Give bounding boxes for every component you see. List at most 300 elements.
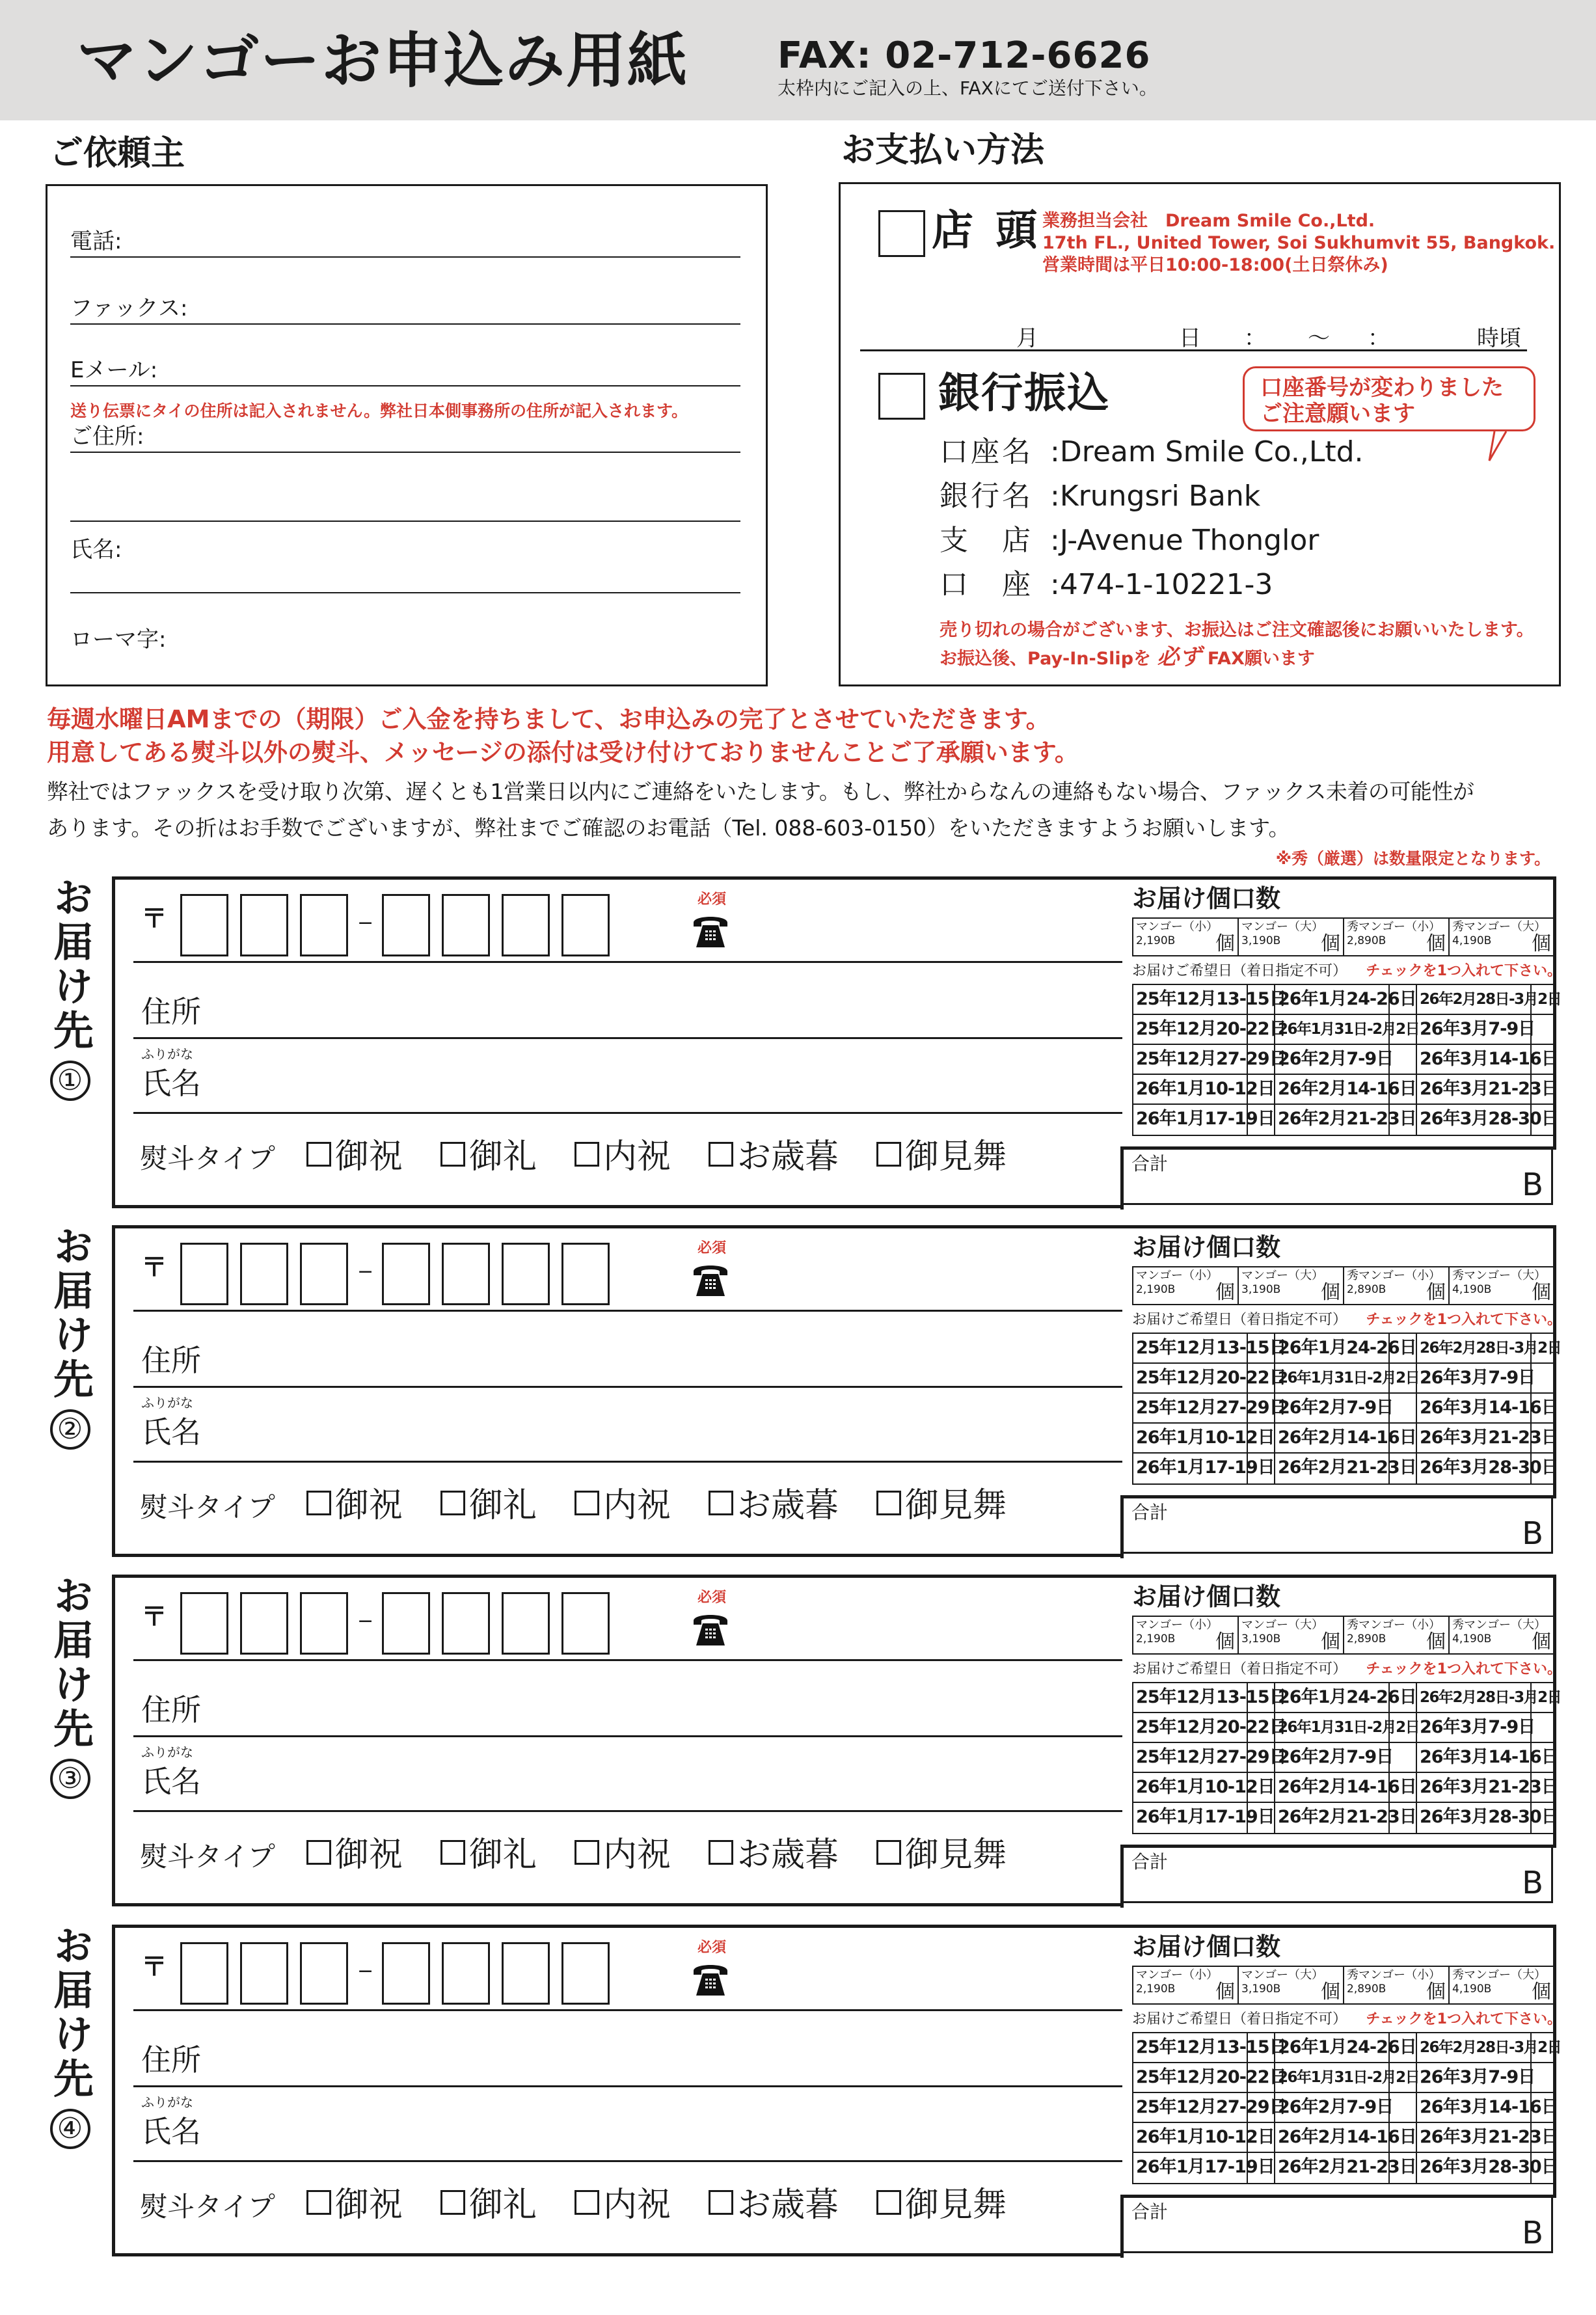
product-quantity-cell[interactable] [1239, 919, 1344, 955]
payment-note-1: 売り切れの場合がございます、お振込はご注文確認後にお願いいたします。 [940, 620, 1534, 640]
product-price: 3,190B [1241, 1283, 1281, 1296]
postal-code-digit-2[interactable] [240, 1942, 288, 2005]
delivery-date-option: 26年3月28-30日 [1417, 2153, 1532, 2183]
romaji-field[interactable] [178, 609, 718, 661]
delivery-date-checkbox[interactable] [1390, 2123, 1417, 2153]
delivery-date-checkbox[interactable] [1390, 1713, 1417, 1743]
total-box[interactable] [1120, 2195, 1553, 2253]
delivery-date-instruction: チェックを1つ入れて下さい。 [1366, 1312, 1562, 1328]
delivery-date-checkbox[interactable] [1390, 1364, 1417, 1394]
delivery-date-checkbox[interactable] [1390, 2063, 1417, 2093]
delivery-date-checkbox[interactable] [1532, 985, 1556, 1015]
noshi-checkbox[interactable] [306, 1840, 331, 1865]
postal-mark-icon: 〒 [141, 1252, 167, 1282]
noshi-option-3[interactable] [575, 1835, 671, 1875]
noshi-checkbox[interactable] [575, 1142, 599, 1167]
delivery-date-checkbox[interactable] [1390, 1683, 1417, 1713]
postal-code-digit-5[interactable] [442, 1942, 490, 2005]
noshi-option-label: お歳暮 [737, 2186, 839, 2225]
notice-contact-2: あります。その折はお手数でございますが、弊社までご確認のお電話（Tel. 088-603-0150）をいただきますようお願いします。 [47, 815, 1290, 841]
delivery-date-option: 26年2月21-23日 [1275, 1803, 1390, 1833]
delivery-date-option: 26年3月7-9日 [1417, 1015, 1532, 1045]
name-underline [133, 1461, 1122, 1463]
delivery-date-checkbox[interactable] [1248, 1424, 1275, 1454]
name-label: 氏名 [141, 1066, 201, 1101]
product-quantity-cell[interactable] [1450, 919, 1554, 955]
fax-number: FAX: 02-712-6626 [778, 34, 1151, 77]
noshi-option-1[interactable] [306, 1835, 403, 1875]
noshi-option-label: お歳暮 [737, 1486, 839, 1525]
furigana-label: ふりがな [141, 1395, 193, 1411]
noshi-option-4[interactable] [709, 2186, 839, 2225]
time-colon-2: ： [1368, 325, 1390, 351]
postal-code-digit-6[interactable] [502, 1942, 550, 2005]
noshi-option-label: 御見舞 [904, 1137, 1007, 1176]
delivery-date-option: 25年12月20-22日 [1133, 1364, 1248, 1394]
delivery-date-option: 26年3月21-23日 [1417, 2123, 1532, 2153]
total-currency-unit: B [1522, 1515, 1543, 1552]
delivery-date-checkbox[interactable] [1248, 2093, 1275, 2123]
delivery-date-option: 25年12月13-15日 [1133, 985, 1248, 1015]
total-label: 合計 [1131, 1502, 1169, 1523]
delivery-date-option: 26年1月24-26日 [1275, 1334, 1390, 1364]
postal-dash: − [357, 1610, 374, 1632]
delivery-date-checkbox[interactable] [1532, 1394, 1556, 1424]
notice-contact-1: 弊社ではファックスを受け取り次第、遅くとも1営業日以内にご連絡をいたします。もし、弊社からなんの連絡もない場合、ファックス未着の可能性が [47, 779, 1474, 804]
bank-transfer-label: 銀行振込 [938, 370, 1110, 418]
payment-box [839, 182, 1561, 686]
noshi-checkbox[interactable] [876, 1142, 901, 1167]
store-info [1042, 210, 1555, 277]
delivery-date-checkbox[interactable] [1248, 2033, 1275, 2063]
postal-code-digit-3[interactable] [300, 1942, 348, 2005]
postal-code-digit-7[interactable] [561, 1592, 610, 1655]
postal-code-digit-6[interactable] [502, 1592, 550, 1655]
delivery-date-checkbox[interactable] [1248, 1015, 1275, 1045]
delivery-date-checkbox[interactable] [1532, 1015, 1556, 1045]
noshi-type-row [140, 1137, 1044, 1176]
email-label: Eメール: [70, 357, 158, 383]
noshi-option-label: 御礼 [468, 2186, 537, 2225]
product-name: 秀マンゴー（大） [1452, 1968, 1546, 1982]
delivery-date-checkbox[interactable] [1532, 1683, 1556, 1713]
product-unit: 個 [1532, 932, 1551, 955]
quantity-title: お届け個口数 [1132, 1582, 1281, 1611]
delivery-date-checkbox[interactable] [1390, 1015, 1417, 1045]
product-price: 3,190B [1241, 1632, 1281, 1645]
product-unit: 個 [1426, 1631, 1446, 1653]
delivery-date-option: 26年2月14-16日 [1275, 1773, 1390, 1803]
delivery-date-option: 26年2月7-9日 [1275, 1045, 1390, 1075]
noshi-checkbox[interactable] [709, 1491, 733, 1515]
postal-mark-icon: 〒 [141, 1602, 167, 1632]
address-note: 送り伝票にタイの住所は記入されません。弊社日本側事務所の住所が記入されます。 [70, 401, 688, 420]
delivery-date-option: 26年2月28日-3月2日 [1417, 1683, 1532, 1713]
product-quantity-cell[interactable] [1133, 1967, 1239, 2003]
postal-code-digit-6[interactable] [502, 894, 550, 956]
delivery-date-checkbox[interactable] [1248, 1075, 1275, 1105]
delivery-date-option: 26年3月21-23日 [1417, 1075, 1532, 1105]
delivery-date-option: 26年1月17-19日 [1133, 2153, 1248, 2183]
postal-code-digit-1[interactable] [180, 1243, 228, 1305]
delivery-date-option: 25年12月27-29日 [1133, 2093, 1248, 2123]
delivery-date-checkbox[interactable] [1532, 1045, 1556, 1075]
delivery-date-option: 25年12月20-22日 [1133, 2063, 1248, 2093]
postal-code-digit-2[interactable] [240, 1243, 288, 1305]
phone-field[interactable] [70, 225, 740, 258]
product-unit: 個 [1321, 932, 1340, 955]
product-price: 2,190B [1136, 934, 1176, 947]
delivery-date-checkbox[interactable] [1248, 1045, 1275, 1075]
delivery-date-checkbox[interactable] [1390, 1045, 1417, 1075]
phone-icon [691, 1962, 730, 1998]
noshi-option-2[interactable] [440, 2186, 537, 2225]
total-currency-unit: B [1522, 2215, 1543, 2251]
phone-label: 電話: [70, 228, 122, 254]
delivery-date-option: 26年3月7-9日 [1417, 1364, 1532, 1394]
noshi-option-label: 内祝 [602, 1486, 671, 1525]
delivery-date-checkbox[interactable] [1390, 1424, 1417, 1454]
noshi-option-4[interactable] [709, 1137, 839, 1176]
postal-underline [133, 1310, 1122, 1312]
delivery-section-4 [0, 1925, 1596, 2276]
product-name: 秀マンゴー（大） [1452, 920, 1546, 934]
postal-code-digit-3[interactable] [300, 1592, 348, 1655]
noshi-option-4[interactable] [709, 1486, 839, 1525]
name-underline [133, 1810, 1122, 1812]
delivery-date-option: 26年1月10-12日 [1133, 1773, 1248, 1803]
product-price: 2,190B [1136, 1632, 1176, 1645]
noshi-option-3[interactable] [575, 1137, 671, 1176]
delivery-address-box [112, 1225, 1124, 1557]
noshi-checkbox[interactable] [440, 1491, 465, 1515]
notice-payment-deadline: 毎週水曜日AMまでの（期限）ご入金を持ちまして、お申込みの完了とさせていただきます。 [47, 705, 1050, 733]
delivery-date-option: 26年3月28-30日 [1417, 1803, 1532, 1833]
delivery-date-checkbox[interactable] [1532, 1424, 1556, 1454]
name-input[interactable] [213, 2091, 1111, 2156]
product-unit: 個 [1321, 1281, 1340, 1304]
total-box[interactable] [1120, 1146, 1553, 1205]
delivery-date-checkbox[interactable] [1532, 1454, 1556, 1483]
delivery-date-option: 26年2月21-23日 [1275, 1105, 1390, 1135]
delivery-date-option: 26年2月14-16日 [1275, 2123, 1390, 2153]
total-box[interactable] [1120, 1845, 1553, 1903]
delivery-date-option: 26年2月28日-3月2日 [1417, 985, 1532, 1015]
delivery-date-checkbox[interactable] [1390, 2033, 1417, 2063]
delivery-date-checkbox[interactable] [1248, 1773, 1275, 1803]
total-label: 合計 [1131, 2201, 1169, 2223]
product-price: 4,190B [1452, 1983, 1492, 1996]
address-field[interactable] [70, 420, 740, 453]
delivery-date-checkbox[interactable] [1532, 1743, 1556, 1773]
delivery-date-checkbox[interactable] [1248, 1803, 1275, 1833]
postal-code-digit-4[interactable] [382, 1942, 430, 2005]
page-title: マンゴーお申込み用紙 [77, 26, 689, 96]
header-bar [0, 0, 1596, 120]
delivery-date-heading [1132, 1313, 1562, 1327]
delivery-date-checkbox[interactable] [1532, 1773, 1556, 1803]
product-name: マンゴー（大） [1241, 1269, 1323, 1282]
delivery-date-option: 25年12月13-15日 [1133, 1334, 1248, 1364]
postal-code-digit-7[interactable] [561, 1243, 610, 1305]
product-quantity-cell[interactable] [1344, 1617, 1450, 1653]
noshi-checkbox[interactable] [306, 2190, 331, 2215]
postal-code-digit-1[interactable] [180, 1592, 228, 1655]
delivery-date-checkbox[interactable] [1532, 2063, 1556, 2093]
name-label: 氏名: [70, 537, 122, 563]
delivery-date-checkbox[interactable] [1248, 1683, 1275, 1713]
product-quantity-cell[interactable] [1344, 1267, 1450, 1304]
delivery-date-option: 26年1月31日-2月2日 [1275, 1364, 1390, 1394]
address-input[interactable] [213, 2019, 1111, 2078]
postal-code-digit-7[interactable] [561, 1942, 610, 2005]
furigana-label: ふりがな [141, 1046, 193, 1062]
delivery-number: ① [50, 1061, 90, 1101]
noshi-checkbox[interactable] [575, 2190, 599, 2215]
postal-code-digit-5[interactable] [442, 1592, 490, 1655]
delivery-date-option: 26年3月14-16日 [1417, 1743, 1532, 1773]
delivery-address-box [112, 1575, 1124, 1906]
product-quantity-cell[interactable] [1450, 1267, 1554, 1304]
required-label: 必須 [697, 891, 727, 908]
delivery-date-checkbox[interactable] [1390, 1773, 1417, 1803]
product-price: 4,190B [1452, 1632, 1492, 1645]
product-quantity-cell[interactable] [1344, 919, 1450, 955]
delivery-date-checkbox[interactable] [1532, 2093, 1556, 2123]
product-quantity-cell[interactable] [1239, 1267, 1344, 1304]
delivery-date-checkbox[interactable] [1248, 2123, 1275, 2153]
delivery-date-checkbox[interactable] [1532, 1105, 1556, 1135]
noshi-option-1[interactable] [306, 1486, 403, 1525]
noshi-option-1[interactable] [306, 1137, 403, 1176]
postal-code-digit-4[interactable] [382, 1243, 430, 1305]
delivery-date-checkbox[interactable] [1390, 1803, 1417, 1833]
product-quantity-cell[interactable] [1239, 1967, 1344, 2003]
name-input[interactable] [213, 1740, 1111, 1806]
noshi-type-label: 熨斗タイプ [140, 1491, 275, 1523]
delivery-date-checkbox[interactable] [1532, 2033, 1556, 2063]
noshi-option-2[interactable] [440, 1137, 537, 1176]
time-day-label: 日 [1179, 325, 1201, 351]
noshi-checkbox[interactable] [709, 1840, 733, 1865]
delivery-date-checkbox[interactable] [1532, 1075, 1556, 1105]
noshi-checkbox[interactable] [306, 1142, 331, 1167]
noshi-checkbox[interactable] [709, 2190, 733, 2215]
delivery-date-checkbox[interactable] [1248, 1364, 1275, 1394]
product-quantity-cell[interactable] [1450, 1967, 1554, 2003]
product-unit: 個 [1426, 932, 1446, 955]
delivery-address-box [112, 1925, 1124, 2256]
noshi-option-5[interactable] [876, 1486, 1007, 1525]
noshi-option-2[interactable] [440, 1835, 537, 1875]
product-name: 秀マンゴー（大） [1452, 1269, 1546, 1282]
noshi-option-label: 御見舞 [904, 2186, 1007, 2225]
delivery-date-checkbox[interactable] [1390, 1334, 1417, 1364]
email-field[interactable] [70, 349, 740, 386]
postal-code-digit-4[interactable] [382, 894, 430, 956]
product-name: マンゴー（小） [1136, 1269, 1218, 1282]
delivery-date-option: 26年1月17-19日 [1133, 1105, 1248, 1135]
delivery-date-checkbox[interactable] [1248, 1105, 1275, 1135]
postal-code-digit-5[interactable] [442, 894, 490, 956]
delivery-date-checkbox[interactable] [1248, 1713, 1275, 1743]
delivery-date-checkbox[interactable] [1248, 1454, 1275, 1483]
noshi-checkbox[interactable] [440, 1840, 465, 1865]
postal-code-digit-1[interactable] [180, 894, 228, 956]
noshi-option-2[interactable] [440, 1486, 537, 1525]
delivery-date-checkbox[interactable] [1248, 2153, 1275, 2183]
required-label: 必須 [697, 1240, 727, 1256]
delivery-date-checkbox[interactable] [1390, 985, 1417, 1015]
noshi-option-4[interactable] [709, 1835, 839, 1875]
noshi-checkbox[interactable] [876, 1491, 901, 1515]
postal-code-digit-1[interactable] [180, 1942, 228, 2005]
postal-code-digit-3[interactable] [300, 1243, 348, 1305]
delivery-label-text: お届け先 [46, 876, 94, 1053]
delivery-date-checkbox[interactable] [1248, 2063, 1275, 2093]
fax-field[interactable] [70, 287, 740, 325]
delivery-label-text: お届け先 [46, 1225, 94, 1402]
noshi-option-3[interactable] [575, 1486, 671, 1525]
store-visit-time-field[interactable] [860, 318, 1527, 351]
delivery-vertical-label [46, 1925, 94, 2149]
noshi-option-label: 御祝 [334, 1486, 403, 1525]
postal-code-digit-5[interactable] [442, 1243, 490, 1305]
delivery-number: ④ [50, 2109, 90, 2149]
product-unit: 個 [1532, 1281, 1551, 1304]
delivery-date-grid [1132, 1333, 1562, 1485]
noshi-option-3[interactable] [575, 2186, 671, 2225]
noshi-option-5[interactable] [876, 1835, 1007, 1875]
delivery-date-option: 26年2月7-9日 [1275, 1394, 1390, 1424]
delivery-date-checkbox[interactable] [1248, 1334, 1275, 1364]
delivery-date-option: 26年2月28日-3月2日 [1417, 1334, 1532, 1364]
delivery-date-option: 25年12月13-15日 [1133, 1683, 1248, 1713]
product-unit: 個 [1426, 1981, 1446, 2003]
name-input[interactable] [213, 1391, 1111, 1456]
postal-dash: − [357, 1260, 374, 1283]
product-price: 2,190B [1136, 1983, 1176, 1996]
product-quantity-cell[interactable] [1450, 1617, 1554, 1653]
delivery-date-checkbox[interactable] [1390, 2153, 1417, 2183]
noshi-checkbox[interactable] [440, 2190, 465, 2215]
postal-code-digit-3[interactable] [300, 894, 348, 956]
delivery-date-checkbox[interactable] [1390, 1743, 1417, 1773]
address-label: 住所 [141, 994, 201, 1029]
name-input[interactable] [213, 1042, 1111, 1107]
store-payment-checkbox[interactable] [878, 210, 925, 257]
delivery-date-option: 25年12月27-29日 [1133, 1045, 1248, 1075]
delivery-date-checkbox[interactable] [1390, 1075, 1417, 1105]
delivery-date-option: 26年3月28-30日 [1417, 1454, 1532, 1483]
noshi-checkbox[interactable] [575, 1840, 599, 1865]
bank-row-account-name: 口座名 :Dream Smile Co.,Ltd. [940, 435, 1364, 468]
address-input[interactable] [213, 1669, 1111, 1727]
product-unit: 個 [1426, 1281, 1446, 1304]
name-field[interactable] [70, 522, 740, 593]
address-underline [133, 1386, 1122, 1388]
delivery-date-option: 26年3月28-30日 [1417, 1105, 1532, 1135]
delivery-section-1 [0, 876, 1596, 1228]
delivery-date-option: 26年1月24-26日 [1275, 1683, 1390, 1713]
address-input[interactable] [213, 971, 1111, 1029]
address-label: 住所 [141, 1343, 201, 1378]
product-quantity-cell[interactable] [1133, 919, 1239, 955]
delivery-date-checkbox[interactable] [1532, 2153, 1556, 2183]
bank-transfer-checkbox[interactable] [878, 373, 925, 420]
quantity-title: お届け個口数 [1132, 1932, 1281, 1961]
noshi-option-5[interactable] [876, 1137, 1007, 1176]
delivery-quantity-panel [1120, 876, 1562, 1150]
product-quantity-cell[interactable] [1133, 1617, 1239, 1653]
noshi-checkbox[interactable] [440, 1142, 465, 1167]
must-emphasis: 必ず [1157, 644, 1202, 670]
total-label: 合計 [1131, 1153, 1169, 1174]
postal-code-digit-2[interactable] [240, 1592, 288, 1655]
delivery-date-checkbox[interactable] [1390, 1394, 1417, 1424]
delivery-date-option: 26年1月24-26日 [1275, 985, 1390, 1015]
delivery-date-checkbox[interactable] [1390, 2093, 1417, 2123]
product-quantity-cell[interactable] [1239, 1617, 1344, 1653]
delivery-date-checkbox[interactable] [1248, 985, 1275, 1015]
noshi-checkbox[interactable] [709, 1142, 733, 1167]
product-name: 秀マンゴー（小） [1347, 1968, 1440, 1982]
delivery-date-checkbox[interactable] [1532, 1364, 1556, 1394]
product-quantity-cell[interactable] [1344, 1967, 1450, 2003]
furigana-label: ふりがな [141, 2094, 193, 2110]
noshi-option-label: 御見舞 [904, 1486, 1007, 1525]
total-box[interactable] [1120, 1495, 1553, 1554]
delivery-date-checkbox[interactable] [1532, 1713, 1556, 1743]
product-price: 4,190B [1452, 1283, 1492, 1296]
noshi-option-1[interactable] [306, 2186, 403, 2225]
noshi-checkbox[interactable] [306, 1491, 331, 1515]
postal-code-digit-4[interactable] [382, 1592, 430, 1655]
delivery-date-option: 26年1月31日-2月2日 [1275, 1713, 1390, 1743]
delivery-date-checkbox[interactable] [1390, 1105, 1417, 1135]
fax-instruction: 太枠内にご記入の上、FAXにてご送付下さい。 [778, 77, 1157, 99]
product-unit: 個 [1532, 1631, 1551, 1653]
product-quantity-cell[interactable] [1133, 1267, 1239, 1304]
delivery-date-checkbox[interactable] [1532, 1803, 1556, 1833]
delivery-date-instruction: チェックを1つ入れて下さい。 [1366, 963, 1562, 979]
postal-mark-icon: 〒 [141, 1952, 167, 1982]
payment-heading: お支払い方法 [841, 131, 1045, 170]
noshi-type-row [140, 2186, 1044, 2225]
noshi-option-5[interactable] [876, 2186, 1007, 2225]
delivery-date-option: 26年2月14-16日 [1275, 1075, 1390, 1105]
bubble-line-2: ご注意願います [1260, 401, 1415, 427]
noshi-checkbox[interactable] [876, 1840, 901, 1865]
address-field-line2[interactable] [70, 453, 740, 522]
delivery-date-checkbox[interactable] [1390, 1454, 1417, 1483]
delivery-date-checkbox[interactable] [1532, 2123, 1556, 2153]
address-input[interactable] [213, 1320, 1111, 1378]
product-price: 2,890B [1347, 934, 1386, 947]
postal-code-digit-6[interactable] [502, 1243, 550, 1305]
noshi-checkbox[interactable] [876, 2190, 901, 2215]
delivery-date-heading [1132, 2012, 1562, 2027]
postal-code-digit-2[interactable] [240, 894, 288, 956]
delivery-date-checkbox[interactable] [1248, 1743, 1275, 1773]
delivery-quantity-panel [1120, 1225, 1562, 1498]
delivery-date-checkbox[interactable] [1532, 1334, 1556, 1364]
delivery-date-checkbox[interactable] [1248, 1394, 1275, 1424]
phone-icon [691, 914, 730, 950]
noshi-checkbox[interactable] [575, 1491, 599, 1515]
postal-code-digit-7[interactable] [561, 894, 610, 956]
noshi-option-label: 御祝 [334, 1137, 403, 1176]
